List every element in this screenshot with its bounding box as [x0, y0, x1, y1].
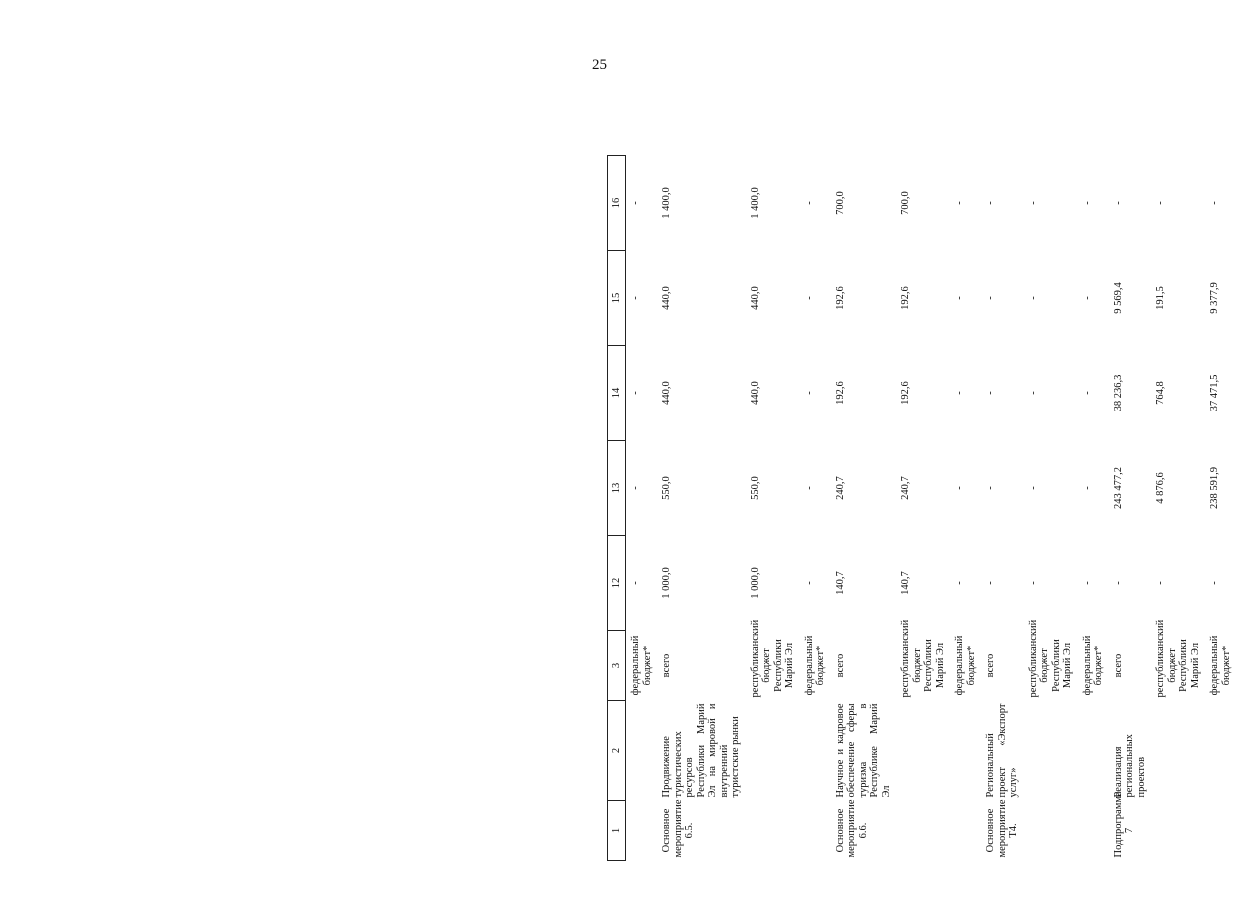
table-row — [1024, 156, 1078, 861]
cell-code — [626, 801, 658, 861]
cell-title: Научное и кадровое обеспечение сферы туризма в Республике Марий Эл — [834, 703, 892, 798]
cell-code — [800, 801, 831, 861]
cell-value: - — [1027, 296, 1039, 300]
cell-value: 550,0 — [749, 476, 761, 500]
cell-value: 38 236,3 — [1112, 374, 1124, 412]
cell-source: федеральный бюджет* — [630, 635, 653, 696]
table-row — [1109, 156, 1152, 861]
table-row — [950, 156, 981, 861]
cell-value: 1 400,0 — [661, 187, 672, 219]
table-body — [626, 156, 1236, 861]
table-row — [626, 156, 658, 861]
cell-value: 37 471,5 — [1209, 374, 1220, 412]
cell-value: - — [1155, 581, 1166, 585]
cell-value: - — [1081, 201, 1093, 205]
cell-source: всего — [661, 653, 672, 678]
cell-code — [1205, 801, 1236, 861]
cell-code — [896, 801, 950, 861]
cell-source: республиканский бюджет Республики Марий Эл — [1027, 619, 1073, 698]
cell-value: - — [803, 296, 815, 300]
cell-value: - — [630, 296, 641, 300]
cell-value: - — [630, 486, 641, 490]
col-header-1: 1 — [608, 801, 626, 861]
cell-value: 140,7 — [834, 571, 846, 595]
cell-source: всего — [834, 653, 846, 678]
cell-code — [1151, 801, 1205, 861]
col-header-12: 12 — [608, 536, 626, 631]
cell-code: Основное мероприятие 6.6. — [834, 799, 869, 858]
cell-title — [950, 701, 981, 801]
cell-code — [950, 801, 981, 861]
table-row — [800, 156, 831, 861]
cell-value: - — [1027, 486, 1039, 490]
cell-value: - — [803, 391, 815, 395]
cell-source: федеральный бюджет* — [954, 635, 977, 696]
table-row — [981, 156, 1024, 861]
cell-value: - — [803, 581, 815, 585]
table-row — [1151, 156, 1205, 861]
cell-value: - — [803, 486, 815, 490]
cell-value: - — [803, 201, 815, 205]
cell-source: республиканский бюджет Республики Марий Эл — [749, 619, 795, 698]
cell-value: 192,6 — [834, 286, 846, 310]
cell-value: - — [630, 581, 641, 585]
cell-code: Основное мероприятие 6.5. — [661, 799, 695, 858]
cell-title — [800, 701, 831, 801]
cell-title: Продвижение туристических ресурсов Республики Марий Эл на мировой и внутренний туристские рынки — [661, 703, 741, 798]
rotated-table-container — [607, 156, 1232, 861]
cell-title — [746, 701, 800, 801]
cell-value: - — [985, 581, 996, 585]
cell-value: - — [1081, 486, 1093, 490]
cell-value: 240,7 — [834, 476, 846, 500]
cell-source: федеральный бюджет* — [803, 635, 826, 696]
cell-value: - — [1027, 581, 1039, 585]
cell-value: - — [985, 486, 996, 490]
cell-title — [896, 701, 950, 801]
cell-value: 1 000,0 — [749, 567, 761, 599]
table-row — [1205, 156, 1236, 861]
cell-source: всего — [1112, 653, 1124, 678]
table-row — [896, 156, 950, 861]
cell-code: Основное мероприятие Т4. — [985, 799, 1019, 858]
cell-title — [1205, 701, 1236, 801]
col-header-16: 16 — [608, 156, 626, 251]
cell-title — [626, 701, 658, 801]
cell-value: 4 876,6 — [1155, 472, 1166, 504]
cell-value: 440,0 — [661, 381, 672, 405]
cell-title — [1024, 701, 1078, 801]
cell-title — [1151, 701, 1205, 801]
col-header-14: 14 — [608, 346, 626, 441]
cell-value: 238 591,9 — [1209, 467, 1220, 509]
table-row — [746, 156, 800, 861]
cell-value: 192,6 — [834, 381, 846, 405]
cell-title: Реализация региональных проектов — [1112, 734, 1147, 798]
cell-value: - — [985, 391, 996, 395]
cell-value: 240,7 — [900, 476, 911, 500]
cell-value: - — [954, 486, 965, 490]
cell-value: 700,0 — [900, 191, 911, 215]
cell-value: - — [954, 391, 965, 395]
cell-value: - — [954, 581, 965, 585]
page-number: 25 — [592, 57, 607, 73]
cell-value: 192,6 — [900, 286, 911, 310]
cell-value: - — [630, 201, 641, 205]
col-header-13: 13 — [608, 441, 626, 536]
table-row — [831, 156, 897, 861]
cell-value: 9 377,9 — [1209, 282, 1220, 314]
cell-value: 440,0 — [661, 286, 672, 310]
cell-value: - — [954, 296, 965, 300]
cell-value: 700,0 — [834, 191, 846, 215]
cell-source: федеральный бюджет* — [1209, 635, 1232, 696]
cell-value: 550,0 — [661, 476, 672, 500]
cell-title — [1078, 701, 1109, 801]
cell-value: - — [1112, 201, 1124, 205]
cell-source: республиканский бюджет Республики Марий Эл — [900, 619, 946, 698]
cell-value: - — [1081, 296, 1093, 300]
cell-code — [1078, 801, 1109, 861]
cell-value: 243 477,2 — [1112, 467, 1124, 509]
cell-value: - — [1209, 581, 1220, 585]
cell-value: 1 000,0 — [661, 567, 672, 599]
cell-value: - — [1155, 201, 1166, 205]
table-row — [1078, 156, 1109, 861]
col-header-15: 15 — [608, 251, 626, 346]
table-row — [657, 156, 746, 861]
cell-value: 9 569,4 — [1112, 282, 1124, 314]
cell-source: всего — [985, 653, 996, 678]
cell-title: Региональный проект «Экспорт услуг» — [985, 703, 1019, 798]
cell-value: 440,0 — [749, 286, 761, 310]
cell-source: республиканский бюджет Республики Марий Эл — [1155, 619, 1201, 698]
cell-value: 440,0 — [749, 381, 761, 405]
cell-value: 1 400,0 — [749, 187, 761, 219]
cell-code: Подпрограмма 7 — [1112, 791, 1135, 858]
cell-value: - — [985, 201, 996, 205]
cell-value: - — [630, 391, 641, 395]
col-header-3: 3 — [608, 631, 626, 701]
cell-value: - — [985, 296, 996, 300]
cell-source: федеральный бюджет* — [1081, 635, 1104, 696]
cell-value: - — [1081, 391, 1093, 395]
cell-value: 140,7 — [900, 571, 911, 595]
cell-value: 191,5 — [1155, 286, 1166, 310]
cell-value: - — [1081, 581, 1093, 585]
cell-value: 764,8 — [1155, 381, 1166, 405]
cell-code — [1024, 801, 1078, 861]
cell-value: - — [1209, 201, 1220, 205]
cell-code — [746, 801, 800, 861]
cell-value: - — [1027, 201, 1039, 205]
col-header-2: 2 — [608, 701, 626, 801]
budget-table — [607, 155, 1236, 861]
header-row — [608, 156, 626, 861]
cell-value: - — [954, 201, 965, 205]
cell-value: - — [1112, 581, 1124, 585]
cell-value: 192,6 — [900, 381, 911, 405]
cell-value: - — [1027, 391, 1039, 395]
